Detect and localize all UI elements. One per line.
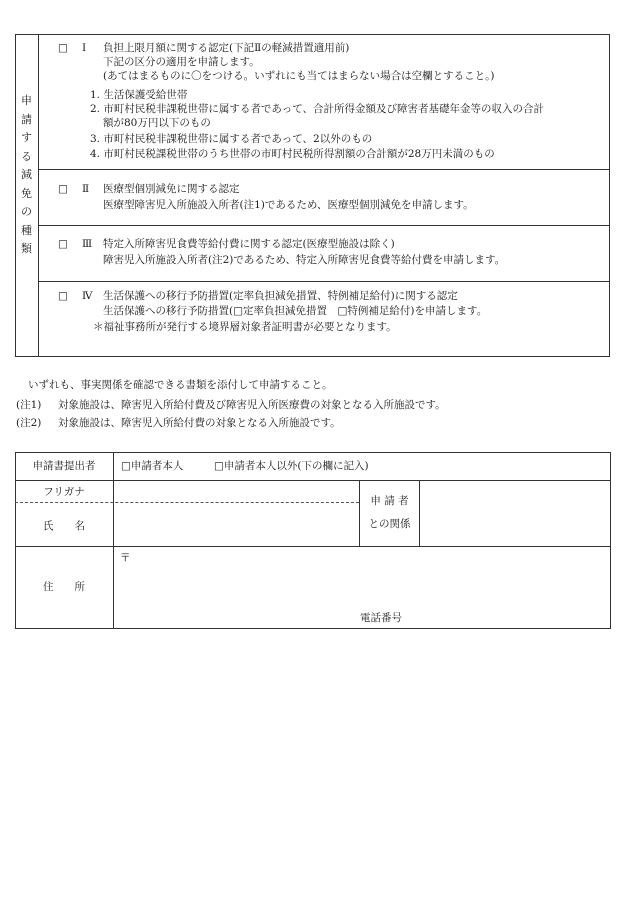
- item-2-line-1: 医療型障害児入所施設入所者(注1)であるため、医療型個別減免を申請します。: [103, 199, 474, 211]
- item-1-line-1: 下記の区分の適用を申請します。: [103, 56, 260, 68]
- row-divider: [38, 225, 610, 226]
- item-4-checkbox[interactable]: □: [58, 290, 68, 302]
- note-2-text: 対象施設は、障害児入所給付費の対象となる入所施設です。: [58, 417, 341, 429]
- relation-label-line-1: 申 請 者: [370, 495, 409, 507]
- item-1-option-1[interactable]: 1. 生活保護受給世帯: [90, 89, 188, 101]
- side-label-divider: [38, 34, 39, 357]
- item-1-option-3[interactable]: 3. 市町村民税非課税世帯に属する者であって、2以外のもの: [90, 133, 373, 145]
- item-2-checkbox[interactable]: □: [58, 183, 68, 195]
- name-field[interactable]: [114, 503, 359, 546]
- item-1-line-2: (あてはまるものに〇をつける。いずれにも当てはまらない場合は空欄とすること。): [103, 70, 495, 82]
- address-label: 住 所: [43, 581, 85, 593]
- item-1-checkbox[interactable]: □: [58, 42, 68, 54]
- item-1-option-2-cont: 額が80万円以下のもの: [103, 117, 211, 129]
- item-4-line-1: 生活保護への移行予防措置(□定率負担減免措置 □特例補足給付)を申請します。: [103, 305, 488, 317]
- column-divider: [359, 480, 360, 546]
- furigana-field[interactable]: [114, 481, 359, 502]
- item-3-line-1: 障害児入所施設入所者(注2)であるため、特定入所障害児食費等給付費を申請します。: [103, 254, 506, 266]
- relation-field[interactable]: [420, 481, 610, 546]
- note-1-label: (注1): [16, 399, 42, 411]
- item-2-title: 医療型個別減免に関する認定: [103, 183, 240, 195]
- address-field[interactable]: [114, 547, 610, 607]
- item-4-line-2: ＊福祉事務所が発行する境界層対象者証明書が必要となります。: [93, 321, 397, 333]
- furigana-label: フリガナ: [43, 486, 85, 498]
- submitter-label: 申請書提出者: [32, 460, 96, 472]
- item-1-option-4[interactable]: 4. 市町村民税課税世帯のうち世帯の市町村民税所得割額の合計額が28万円未満のもの: [90, 148, 495, 160]
- item-2-numeral: Ⅱ: [82, 183, 90, 195]
- name-label: 氏 名: [43, 520, 85, 532]
- item-4-title: 生活保護への移行予防措置(定率負担減免措置、特例補足給付)に関する認定: [103, 290, 458, 302]
- phone-label: 電話番号: [360, 612, 402, 624]
- item-3-title: 特定入所障害児食費等給付費に関する認定(医療型施設は除く): [103, 238, 395, 250]
- item-1-title: 負担上限月額に関する認定(下記Ⅱの軽減措置適用前): [103, 42, 350, 54]
- item-3-numeral: Ⅲ: [82, 238, 93, 250]
- item-1-numeral: Ⅰ: [82, 42, 87, 54]
- item-3-checkbox[interactable]: □: [58, 238, 68, 250]
- note-1-text: 対象施設は、障害児入所給付費及び障害児入所医療費の対象となる入所施設です。: [58, 399, 446, 411]
- submitter-option-other[interactable]: □申請者本人以外(下の欄に記入): [214, 460, 369, 472]
- postal-mark: 〒: [120, 552, 131, 564]
- submitter-option-self[interactable]: □申請者本人: [121, 460, 184, 472]
- relation-label-line-2: との関係: [368, 518, 411, 530]
- side-label-reduction-type: 申 請 す る 減 免 の 種 類: [21, 94, 32, 255]
- item-1-option-2[interactable]: 2. 市町村民税非課税世帯に属する者であって、合計所得金額及び障害者基礎年金等の収入の合計: [90, 103, 545, 115]
- item-4-numeral: Ⅳ: [82, 290, 93, 302]
- row-divider: [38, 169, 610, 170]
- notes-main: いずれも、事実関係を確認できる書類を添付して申請すること。: [28, 379, 333, 391]
- row-divider: [38, 281, 610, 282]
- note-2-label: (注2): [16, 417, 42, 429]
